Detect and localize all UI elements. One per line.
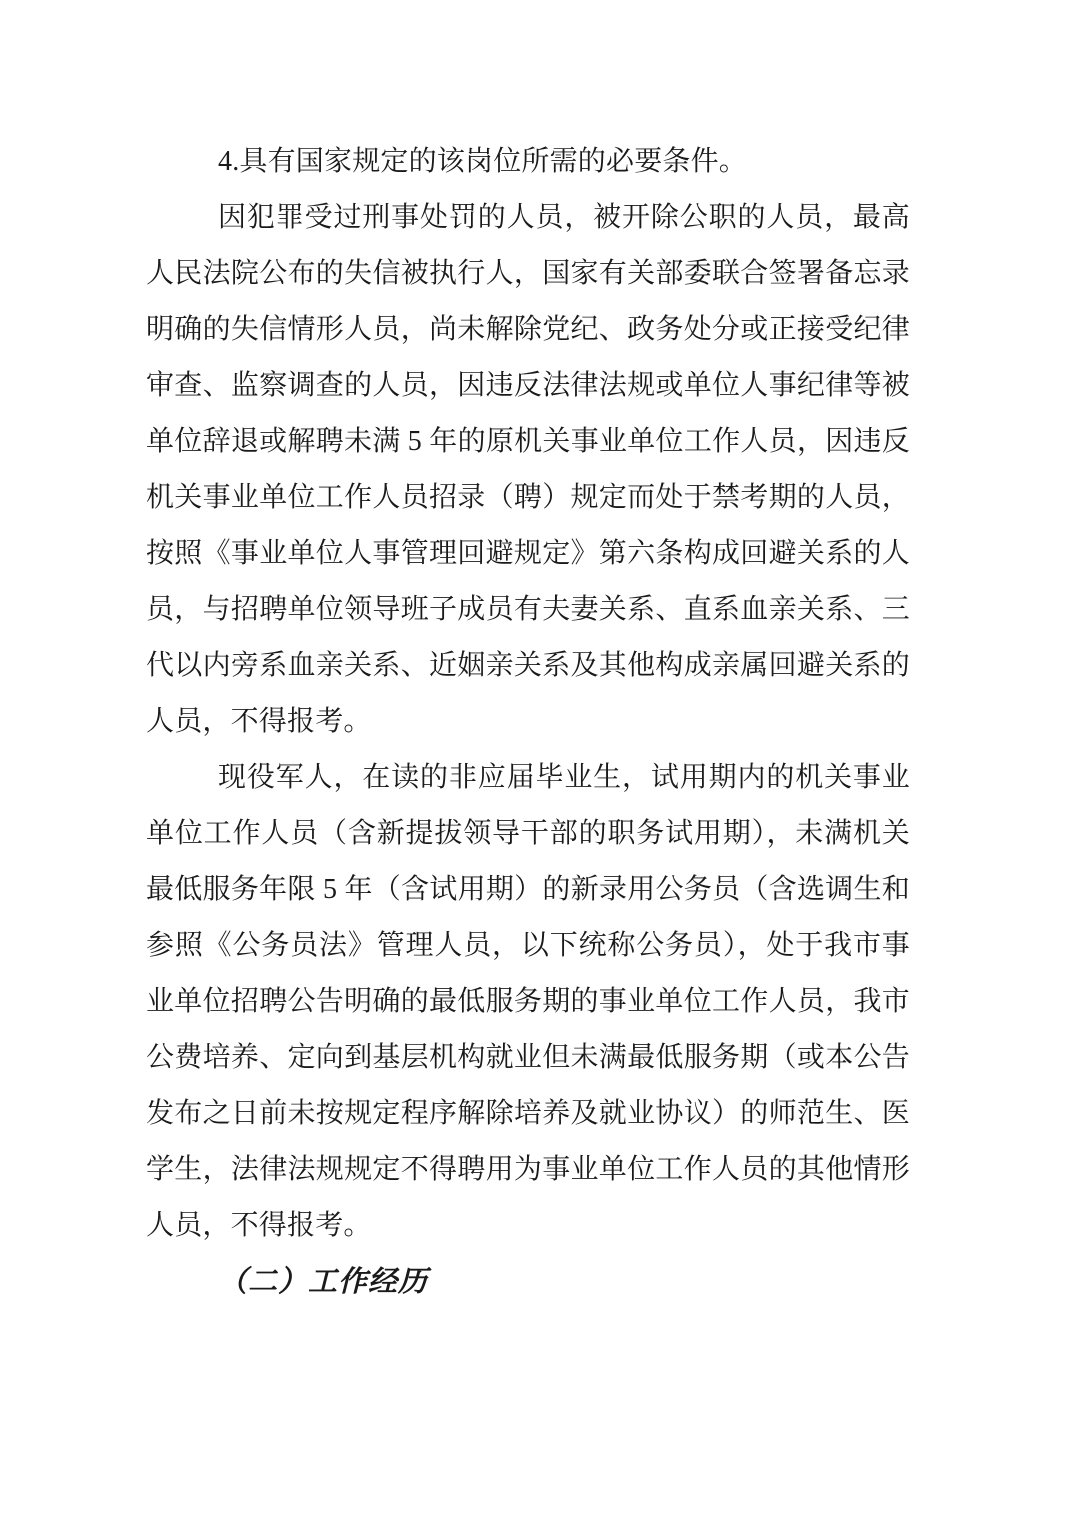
paragraph-ineligible-persons: 因犯罪受过刑事处罚的人员，被开除公职的人员，最高人民法院公布的失信被执行人，国家有关部委联合签署备忘录明确的失信情形人员，尚未解除党纪、政务处分或正接受纪律审查、监察调查的人员，因违反法律法规或单位人事纪律等被单位辞退或解聘未满 5 年的原机关事业单位工作人员，因违反机关事业单位工作人员招录（聘）规定而处于禁考期的人员，按照《事业单位人事管理回避规定》第六条构成回避关系的人员，与招聘单位领导班子成员有夫妻关系、直系血亲关系、三代以内旁系血亲关系、近姻亲关系及其他构成亲属回避关系的人员，不得报考。	[146, 202, 910, 737]
section-heading-work-experience: （二）工作经历	[218, 1266, 429, 1298]
clause-item-4: 4.具有国家规定的该岗位所需的必要条件。	[218, 146, 748, 177]
paragraph-restricted-applicants: 现役军人，在读的非应届毕业生，试用期内的机关事业单位工作人员（含新提拔领导干部的职务试用期），未满机关最低服务年限 5 年（含试用期）的新录用公务员（含选调生和参照《公务员法》管理人员，以下统称公务员），处于我市事业单位招聘公告明确的最低服务期的事业单位工作人员，我市公费培养、定向到基层机构就业但未满最低服务期（或本公告发布之日前未按规定程序解除培养及就业协议）的师范生、医学生，法律法规规定不得聘用为事业单位工作人员的其他情形人员，不得报考。	[146, 762, 910, 1241]
